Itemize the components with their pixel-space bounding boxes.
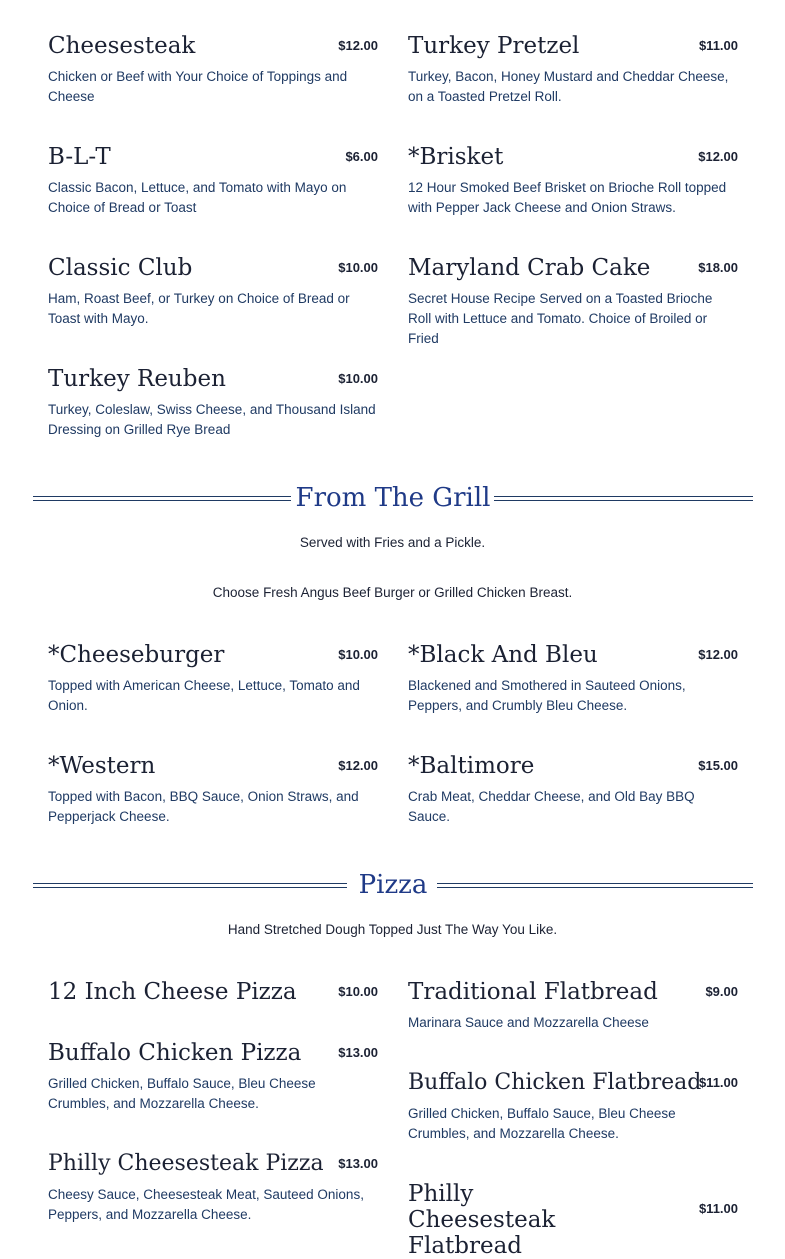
- item-name: *Cheeseburger: [48, 642, 225, 668]
- item-name: Traditional Flatbread: [408, 979, 658, 1005]
- item-name: Turkey Pretzel: [408, 33, 580, 59]
- item-name: *Brisket: [408, 144, 504, 170]
- item-description: Secret House Recipe Served on a Toasted Brioche Roll with Lettuce and Tomato. Choice of Broiled or Fried: [408, 291, 713, 346]
- item-description: Classic Bacon, Lettuce, and Tomato with Mayo on Choice of Bread or Toast: [48, 180, 347, 215]
- item-name: *Black And Bleu: [408, 642, 598, 668]
- section-note: Served with Fries and a Pickle.: [299, 535, 486, 550]
- section-title: From The Grill: [295, 483, 491, 513]
- item-price: $13.00: [338, 1045, 378, 1060]
- item-price: $6.00: [345, 149, 378, 164]
- item-description: Turkey, Coleslaw, Swiss Cheese, and Thousand Island Dressing on Grilled Rye Bread: [48, 402, 376, 437]
- menu-item-blt: [48, 144, 378, 218]
- item-description: Ham, Roast Beef, or Turkey on Choice of Bread or Toast with Mayo.: [48, 291, 350, 326]
- menu-item-buffalo-chicken-pizza: [48, 1040, 378, 1114]
- item-name: B-L-T: [48, 144, 111, 170]
- item-price: $10.00: [338, 984, 378, 999]
- item-name: Turkey Reuben: [48, 366, 226, 392]
- item-price: $10.00: [338, 647, 378, 662]
- item-price: $11.00: [698, 38, 738, 53]
- item-name: 12 Inch Cheese Pizza: [48, 979, 297, 1005]
- item-price: $10.00: [338, 260, 378, 275]
- menu-item-classic-club: [48, 255, 378, 329]
- item-description: Chicken or Beef with Your Choice of Toppings and Cheese: [48, 69, 348, 104]
- item-name: Cheesesteak: [48, 33, 196, 59]
- item-description: Grilled Chicken, Buffalo Sauce, Bleu Cheese Crumbles, and Mozzarella Cheese.: [408, 1106, 676, 1141]
- menu-item-cheeseburger: [48, 642, 378, 716]
- section-heading-pizza: [33, 870, 753, 900]
- item-name: Buffalo Chicken Flatbread: [408, 1070, 702, 1095]
- menu-item-baltimore: [408, 753, 738, 827]
- menu-item-maryland-crab-cake: [408, 255, 738, 349]
- item-price: $12.00: [338, 758, 378, 773]
- item-name: Buffalo Chicken Pizza: [48, 1040, 302, 1066]
- menu-item-black-and-bleu: [408, 642, 738, 716]
- item-price: $15.00: [698, 758, 738, 773]
- section-note: Choose Fresh Angus Beef Burger or Grilled Chicken Breast.: [212, 585, 573, 600]
- menu-item-philly-cheesesteak-pizza: [48, 1151, 378, 1225]
- item-name: Philly Cheesesteak Pizza: [48, 1151, 324, 1176]
- section-heading-grill: [33, 483, 753, 513]
- item-description: Cheesy Sauce, Cheesesteak Meat, Sauteed Onions, Peppers, and Mozzarella Cheese.: [48, 1187, 364, 1222]
- item-description: Grilled Chicken, Buffalo Sauce, Bleu Cheese Crumbles, and Mozzarella Cheese.: [48, 1076, 316, 1111]
- item-description: Turkey, Bacon, Honey Mustard and Cheddar Cheese, on a Toasted Pretzel Roll.: [408, 69, 729, 104]
- menu-item-cheesesteak: [48, 33, 378, 107]
- item-price: $18.00: [698, 260, 738, 275]
- item-price: $12.00: [698, 149, 738, 164]
- menu-item-turkey-reuben: [48, 366, 378, 440]
- item-price: $11.00: [698, 1201, 738, 1216]
- item-description: Topped with Bacon, BBQ Sauce, Onion Straws, and Pepperjack Cheese.: [48, 789, 359, 824]
- menu-item-philly-cheesesteak-flatbread: [408, 1181, 738, 1259]
- item-price: $11.00: [698, 1075, 738, 1090]
- item-name: Philly Cheesesteak Flatbread: [408, 1181, 556, 1259]
- item-price: $10.00: [338, 371, 378, 386]
- item-price: $12.00: [338, 38, 378, 53]
- item-price: $9.00: [705, 984, 738, 999]
- menu-item-12-inch-cheese-pizza: [48, 979, 378, 1005]
- menu-item-brisket: [408, 144, 738, 218]
- section-title: Pizza: [358, 870, 428, 900]
- item-description: 12 Hour Smoked Beef Brisket on Brioche Roll topped with Pepper Jack Cheese and Onion Straws.: [408, 180, 727, 215]
- item-price: $13.00: [338, 1156, 378, 1171]
- section-note: Hand Stretched Dough Topped Just The Way You Like.: [227, 922, 558, 937]
- item-name: Classic Club: [48, 255, 193, 281]
- item-name: *Western: [48, 753, 156, 779]
- item-name: Maryland Crab Cake: [408, 255, 651, 281]
- item-price: $12.00: [698, 647, 738, 662]
- item-description: Topped with American Cheese, Lettuce, Tomato and Onion.: [48, 678, 360, 713]
- divider-right: [494, 496, 753, 501]
- item-description: Blackened and Smothered in Sauteed Onions, Peppers, and Crumbly Bleu Cheese.: [408, 678, 686, 713]
- menu-item-traditional-flatbread: [408, 979, 738, 1033]
- menu-item-western: [48, 753, 378, 827]
- divider-right: [437, 883, 753, 888]
- menu-item-turkey-pretzel: [408, 33, 738, 107]
- item-description: Crab Meat, Cheddar Cheese, and Old Bay BBQ Sauce.: [408, 789, 695, 824]
- item-name: *Baltimore: [408, 753, 535, 779]
- menu-item-buffalo-chicken-flatbread: [408, 1070, 738, 1144]
- item-description: Marinara Sauce and Mozzarella Cheese: [408, 1015, 649, 1030]
